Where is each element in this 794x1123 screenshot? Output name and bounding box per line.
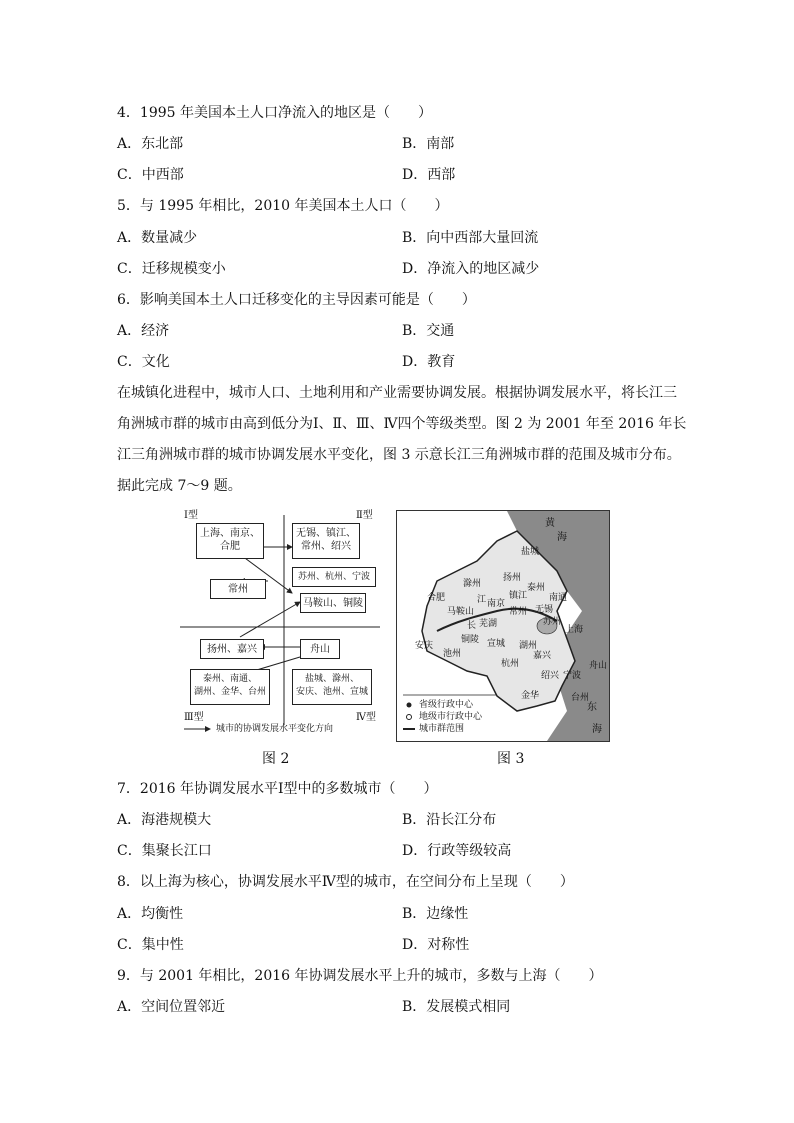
city-label: 台州 — [571, 693, 590, 703]
figure-2 — [180, 507, 380, 739]
city-label: 无锡 — [535, 605, 554, 615]
q4-option-b: B．南部 — [402, 136, 455, 152]
box-text: 泰州、南通、 — [202, 674, 257, 684]
q8-option-c: C．集中性 — [117, 937, 184, 953]
box-changzhou: 常州 — [210, 579, 266, 599]
city-label: 南京 — [487, 599, 506, 609]
river-label: 江 — [477, 595, 487, 605]
box-text: 无锡、镇江、 — [296, 528, 356, 539]
box-text: 合肥 — [220, 541, 240, 552]
city-label: 铜陵 — [461, 635, 480, 645]
q4-option-c: C．中西部 — [117, 167, 184, 183]
quadrant-2-label: Ⅱ型 — [356, 510, 373, 521]
question-4-stem: 4．1995 年美国本土人口净流入的地区是（ ） — [117, 105, 432, 121]
box-maanshan-tongling: 马鞍山、铜陵 — [300, 593, 366, 613]
q9-option-b: B．发展模式相同 — [402, 999, 511, 1015]
quadrant-1-label: Ⅰ型 — [184, 510, 198, 521]
q4-option-d: D．西部 — [402, 167, 456, 183]
box-type2-2001 — [292, 523, 360, 559]
box-zhoushan: 舟山 — [300, 639, 340, 659]
city-label: 安庆 — [415, 641, 434, 651]
city-label: 合肥 — [427, 593, 446, 603]
box-suzhou-hangzhou-ningbo: 苏州、杭州、宁波 — [292, 567, 376, 587]
sea-label: 海 — [592, 724, 602, 735]
question-9-stem: 9．与 2001 年相比，2016 年协调发展水平上升的城市，多数与上海（ ） — [117, 968, 603, 984]
q9-option-a: A．空间位置邻近 — [117, 999, 226, 1015]
box-yangzhou-jiaxing: 扬州、嘉兴 — [200, 639, 264, 659]
city-label: 南通 — [549, 593, 568, 603]
legend-cluster-boundary: 城市群范围 — [419, 724, 465, 734]
question-5-stem: 5．与 1995 年相比，2010 年美国本土人口（ ） — [117, 198, 449, 214]
city-label: 池州 — [443, 649, 462, 659]
q4-option-a: A．东北部 — [117, 136, 184, 152]
q8-option-a: A．均衡性 — [117, 906, 184, 922]
q6-option-a: A．经济 — [117, 323, 170, 339]
box-text: 盐城、滁州、 — [304, 674, 359, 684]
city-label: 宁波 — [563, 671, 582, 681]
q7-option-b: B．沿长江分布 — [402, 812, 497, 828]
q5-option-d: D．净流入的地区减少 — [402, 261, 540, 277]
quadrant-3-label: Ⅲ型 — [184, 712, 204, 723]
city-label: 绍兴 — [541, 671, 560, 681]
city-label: 上海 — [565, 625, 584, 635]
reading-passage: 在城镇化进程中，城市人口、土地利用和产业需要协调发展。根据协调发展水平，将长江三角洲城市群的城市由高到低分为Ⅰ、Ⅱ、Ⅲ、Ⅳ四个等级类型。图 2 为 2001 年至 2016 年长江三角洲城市群的城市协调发展水平变化，图 3 示意长江三角洲城市群的范围及城市分布。据此完成 7～9 题。 — [117, 385, 687, 494]
box-type3-2016 — [190, 669, 270, 705]
city-label: 常州 — [509, 607, 528, 617]
figure-3-map — [396, 510, 610, 742]
question-8-stem: 8．以上海为核心，协调发展水平Ⅳ型的城市，在空间分布上呈现（ ） — [117, 874, 574, 890]
q8-option-d: D．对称性 — [402, 937, 470, 953]
q8-option-b: B．边缘性 — [402, 906, 469, 922]
city-label: 苏州 — [543, 617, 562, 627]
box-text: 常州、绍兴 — [301, 541, 351, 552]
city-label: 扬州 — [503, 573, 522, 583]
figure-3-caption: 图 3 — [497, 751, 525, 767]
city-label: 芜湖 — [479, 619, 498, 629]
question-7-stem: 7．2016 年协调发展水平Ⅰ型中的多数城市（ ） — [117, 781, 438, 797]
q5-option-b: B．向中西部大量回流 — [402, 230, 539, 246]
legend-prefecture-center: 地级市行政中心 — [419, 712, 483, 722]
q7-option-a: A．海港规模大 — [117, 812, 212, 828]
city-label: 金华 — [521, 691, 540, 701]
sea-label: 黄 — [545, 518, 555, 529]
q5-option-c: C．迁移规模变小 — [117, 261, 226, 277]
quadrant-4-label: Ⅳ型 — [356, 712, 376, 723]
question-6-stem: 6．影响美国本土人口迁移变化的主导因素可能是（ ） — [117, 292, 476, 308]
q7-option-d: D．行政等级较高 — [402, 843, 512, 859]
river-label: 长 — [467, 621, 477, 631]
legend-provincial-center: 省级行政中心 — [419, 700, 474, 710]
box-text: 上海、南京、 — [200, 528, 260, 539]
q6-option-c: C．文化 — [117, 354, 170, 370]
q6-option-b: B．交通 — [402, 323, 455, 339]
city-label: 舟山 — [589, 661, 608, 671]
q6-option-d: D．教育 — [402, 354, 456, 370]
city-label: 泰州 — [527, 583, 546, 593]
sea-label: 东 — [587, 702, 597, 713]
figure-2-caption: 图 2 — [262, 751, 290, 767]
city-label: 湖州 — [519, 641, 538, 651]
q5-option-a: A．数量减少 — [117, 230, 198, 246]
box-type4-2016 — [292, 669, 372, 705]
city-label: 马鞍山 — [447, 607, 475, 617]
city-label: 盐城 — [521, 547, 540, 557]
q7-option-c: C．集聚长江口 — [117, 843, 212, 859]
figure-2-legend: 城市的协调发展水平变化方向 — [216, 724, 334, 734]
box-type1-2001 — [196, 523, 264, 559]
box-text: 安庆、池州、宣城 — [295, 687, 368, 697]
city-label: 滁州 — [463, 579, 482, 589]
city-label: 嘉兴 — [533, 651, 552, 661]
city-label: 镇江 — [509, 591, 528, 601]
city-label: 杭州 — [501, 659, 520, 669]
city-label: 宣城 — [487, 639, 506, 649]
sea-label: 海 — [557, 532, 567, 543]
box-text: 湖州、金华、台州 — [193, 687, 266, 697]
